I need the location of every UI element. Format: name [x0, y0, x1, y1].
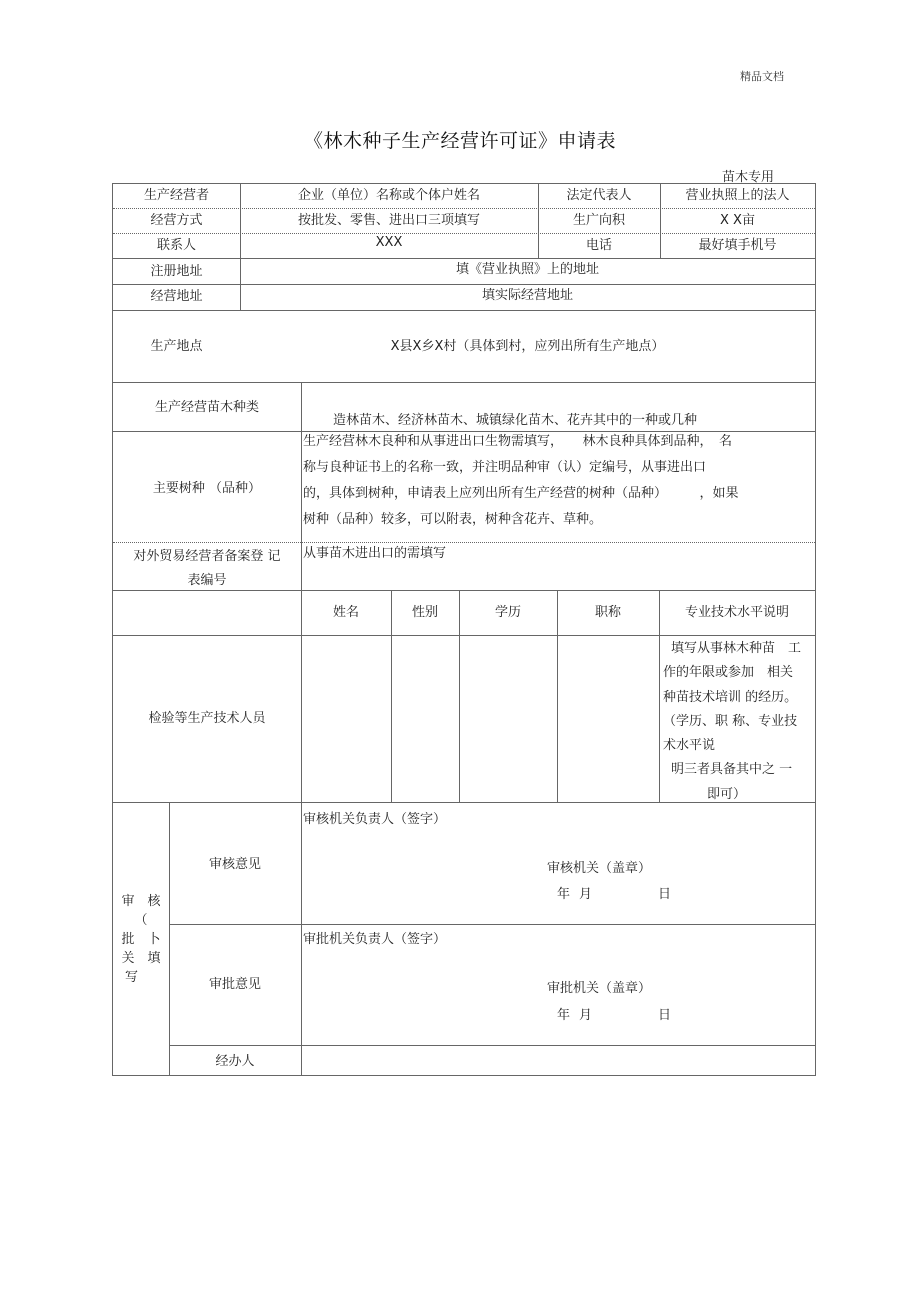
- side-line: 批 卜: [121, 932, 161, 947]
- side-line: 写: [125, 970, 139, 985]
- seedling-type-label: 生产经营苗木种类: [154, 400, 259, 415]
- species-line: 称与良种证书上的名称一致，并注明品种审（认）定编号，从事进出口: [303, 460, 707, 475]
- prod-site-value: X县X乡X村（具体到村，应列出所有生产地点）: [390, 339, 665, 354]
- page-title: 《林木种子生产经营许可证》申请表: [303, 130, 616, 152]
- phone-value: 最好填手机号: [698, 238, 777, 253]
- subnote: 苗木专用: [722, 170, 775, 185]
- header-education: 学历: [494, 605, 521, 620]
- trade-value: 从事苗木进出口的需填写: [303, 546, 447, 561]
- review-seal: 审核机关（盖章）: [547, 861, 652, 876]
- mode-value: 按批发、零售、进出口三项填写: [297, 213, 480, 228]
- review-day: 日: [658, 887, 672, 902]
- staff-note: [663, 637, 815, 807]
- staff-note-line: 作的年限或参加 相关: [663, 665, 794, 681]
- application-form: [112, 183, 816, 1076]
- reg-addr-label: 注册地址: [150, 264, 203, 279]
- header-skill-note: 专业技术水平说明: [684, 605, 789, 620]
- species-line: 生产经营林木良种和从事进出口生物需填写， 林木良种具体到品种， 名: [303, 434, 733, 449]
- approve-signer: 审批机关负责人（签字）: [303, 932, 447, 947]
- handler-label: 经办人: [215, 1054, 255, 1069]
- review-year: 年: [557, 887, 571, 902]
- species-description: [303, 429, 815, 533]
- staff-note-line: 术水平说: [663, 738, 716, 754]
- approve-day: 日: [658, 1008, 672, 1023]
- trade-label-line-1: 对外贸易经营者备案登 记: [133, 549, 281, 564]
- approve-year: 年: [557, 1008, 571, 1023]
- approve-seal: 审批机关（盖章）: [547, 981, 652, 996]
- approve-month: 月: [579, 1008, 593, 1023]
- review-label: 审核意见: [208, 857, 261, 872]
- contact-value: XXX: [375, 235, 403, 250]
- reg-addr-value: 填《营业执照》上的地址: [455, 262, 599, 277]
- side-line: （: [134, 913, 148, 928]
- seedling-type-value: 造林苗木、经济林苗木、城镇绿化苗木、花卉其中的一种或几种: [333, 413, 698, 428]
- prod-site-label: 生产地点: [150, 339, 203, 354]
- producer-label: 生产经营者: [143, 188, 209, 203]
- species-label: 主要树种 （品种）: [152, 481, 262, 496]
- species-line: 树种（品种）较多，可以附表，树种含花卉、草种。: [303, 512, 603, 527]
- area-label: 生广向积: [572, 213, 625, 228]
- review-signer: 审核机关负责人（签字）: [303, 812, 447, 827]
- side-line: 审 核: [121, 894, 161, 909]
- approve-label: 审批意见: [208, 977, 261, 992]
- staff-label: 检验等生产技术人员: [148, 711, 266, 726]
- biz-addr-value: 填实际经营地址: [481, 288, 573, 303]
- staff-note-line: 填写从事林木种苗 工: [671, 641, 802, 656]
- species-line: 的，具体到树种，申请表上应列出所有生产经营的树种（品种） ，如果: [303, 486, 739, 501]
- header-note: 精品文档: [740, 70, 784, 83]
- phone-label: 电话: [585, 238, 612, 253]
- biz-addr-label: 经营地址: [150, 289, 203, 304]
- contact-label: 联系人: [156, 238, 196, 253]
- staff-note-line: 种苗技术培训 的经历。: [663, 689, 798, 705]
- staff-note-line: 即可）: [707, 786, 747, 802]
- area-value: X X亩: [720, 213, 755, 228]
- trade-label-line-2: 表编号: [187, 573, 227, 588]
- header-gender: 性别: [411, 605, 438, 620]
- staff-note-line: （学历、职 称、专业技: [663, 713, 798, 729]
- staff-note-line: 明三者具备其中之 一: [671, 762, 793, 778]
- producer-value: 企业（单位）名称或个体户姓名: [297, 188, 480, 203]
- legal-rep-label: 法定代表人: [566, 188, 632, 203]
- mode-label: 经营方式: [150, 213, 203, 228]
- side-line: 关 填: [121, 951, 161, 966]
- legal-rep-value: 营业执照上的法人: [685, 188, 790, 203]
- review-month: 月: [579, 887, 593, 902]
- header-title: 职称: [594, 605, 621, 620]
- approval-side-label: [113, 892, 169, 987]
- header-name: 姓名: [332, 605, 359, 620]
